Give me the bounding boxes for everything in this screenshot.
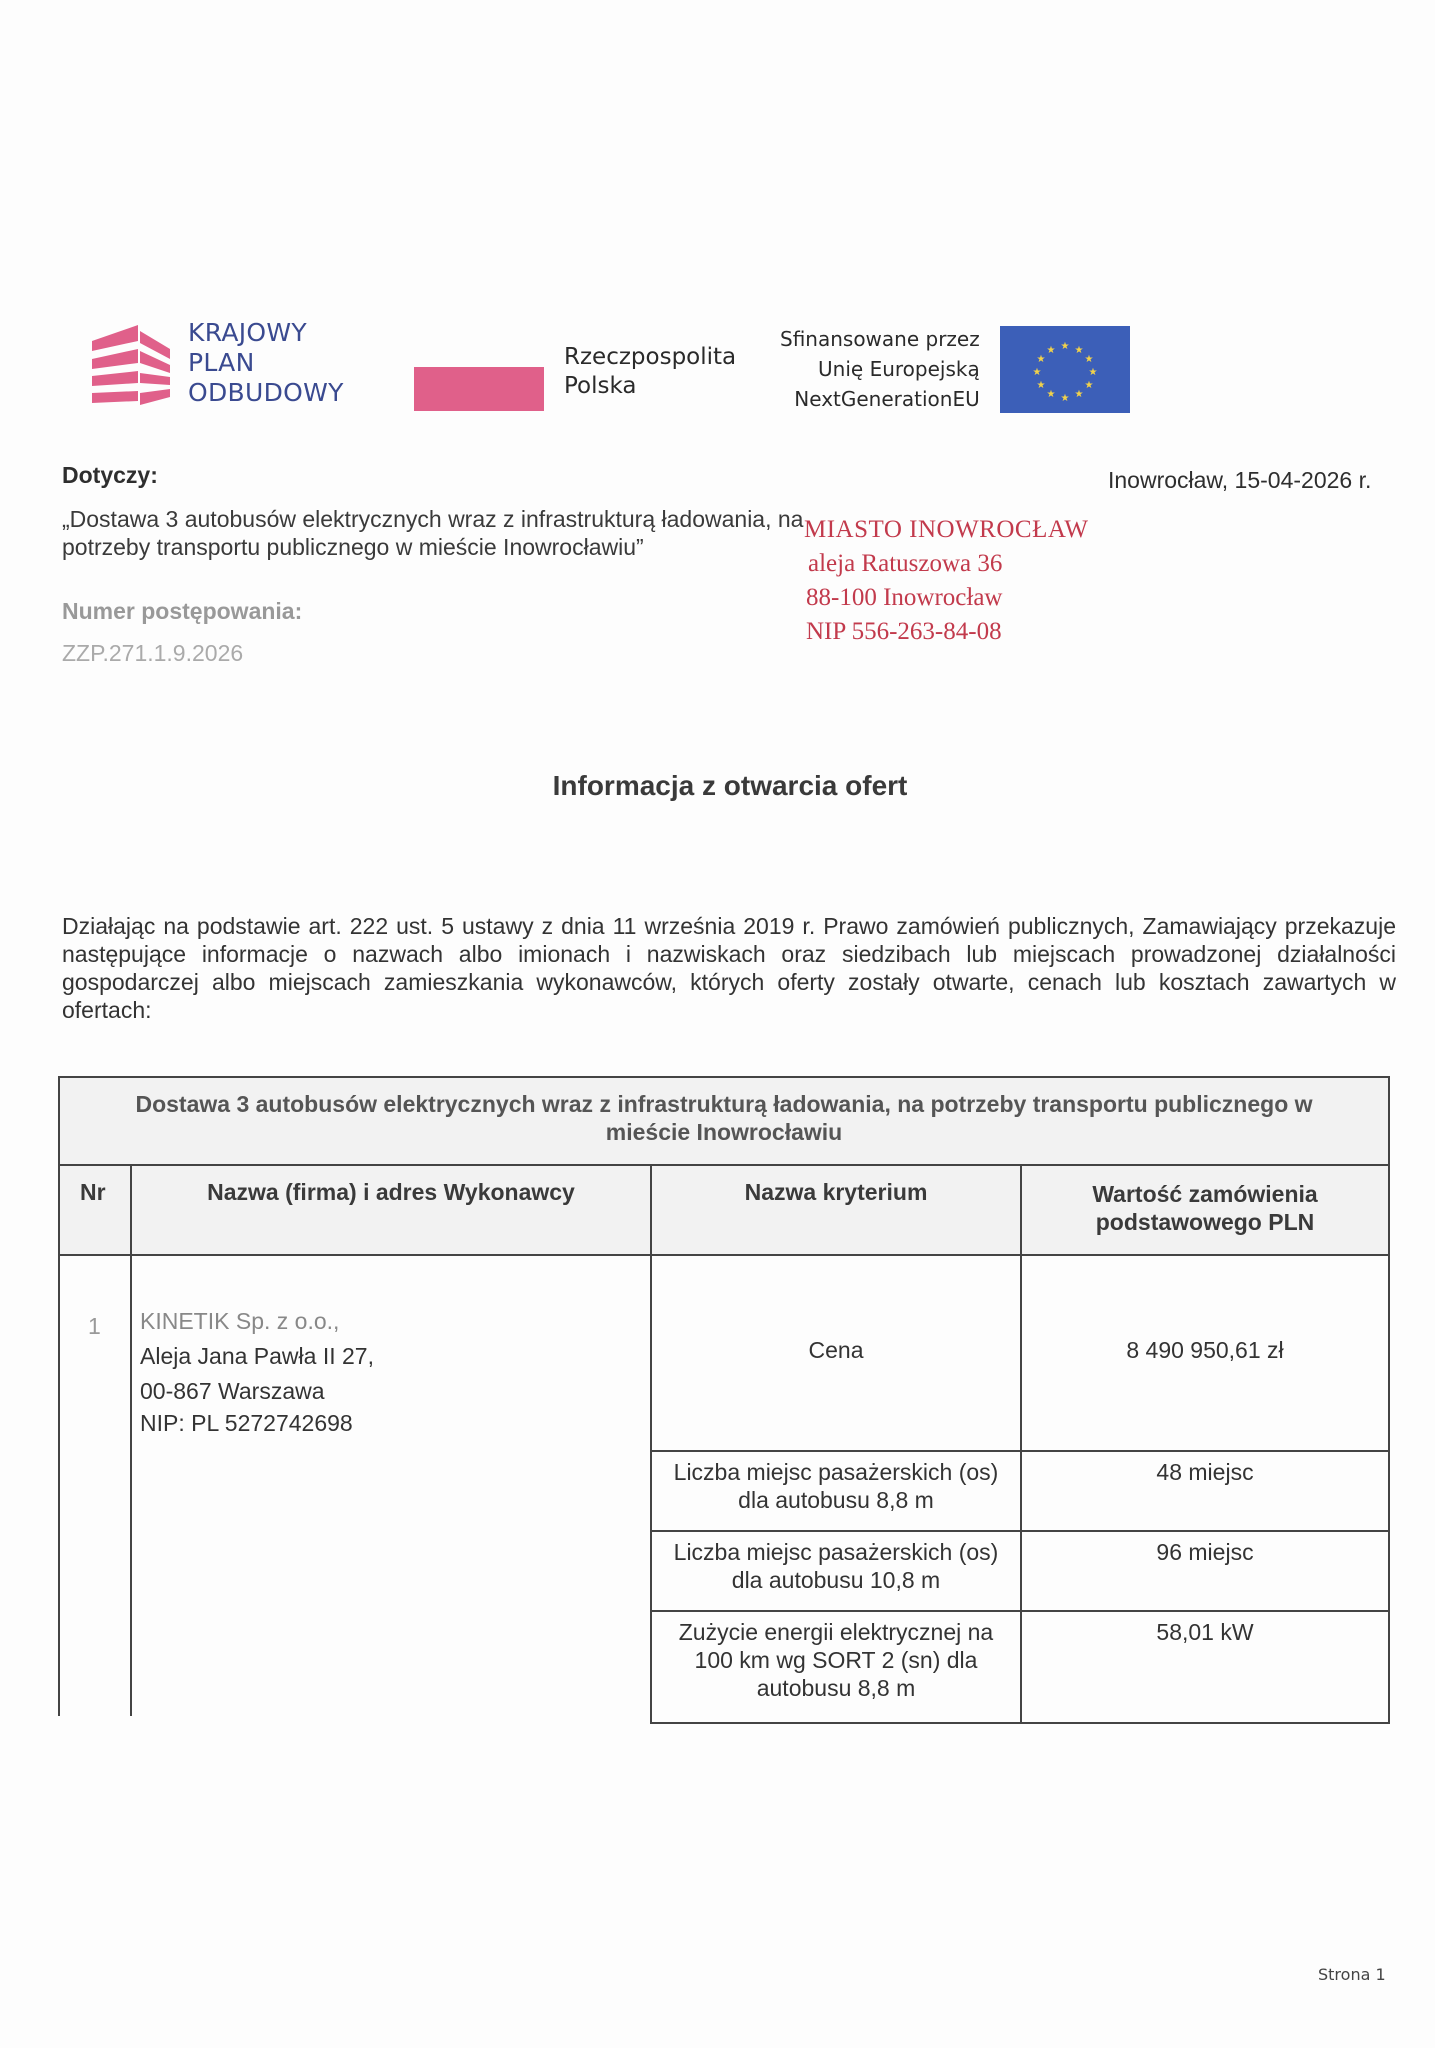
- criterion-name: Cena: [808, 1337, 864, 1363]
- table-caption: [60, 1090, 1388, 1146]
- kpo-line2: PLAN: [188, 348, 255, 377]
- svg-text:★: ★: [1046, 388, 1056, 400]
- kpo-wordmark: [188, 318, 344, 408]
- stamp-line2: aleja Ratuszowa 36: [808, 550, 1003, 577]
- rp-line2: Polska: [564, 373, 637, 399]
- svg-text:★: ★: [1032, 366, 1042, 378]
- contractor-name: KINETIK Sp. z o.o.,: [140, 1308, 340, 1334]
- col-header-nr: Nr: [80, 1179, 106, 1205]
- table-border: [650, 1610, 1390, 1612]
- svg-text:★: ★: [1084, 353, 1094, 365]
- contractor-info: [140, 1304, 374, 1437]
- stamp-line1: MIASTO INOWROCŁAW: [804, 516, 1089, 543]
- row-nr: 1: [88, 1313, 101, 1339]
- svg-text:★: ★: [1036, 353, 1046, 365]
- col-header-contractor: Nazwa (firma) i adres Wykonawcy: [207, 1179, 575, 1205]
- rp-logo: [414, 333, 736, 411]
- svg-text:★: ★: [1084, 379, 1094, 391]
- criterion-name-line: dla autobusu 8,8 m: [738, 1487, 934, 1513]
- eu-line2: Unię Europejską: [818, 357, 980, 381]
- table-border: [58, 1076, 60, 1716]
- stamp-line4: NIP 556-263-84-08: [806, 618, 1002, 645]
- eu-line1: Sfinansowane przez: [780, 327, 980, 351]
- subject-line2: potrzeby transportu publicznego w mieście Inowrocławiu”: [62, 534, 644, 560]
- case-number: ZZP.271.1.9.2026: [62, 640, 244, 666]
- case-number-label: Numer postępowania:: [62, 598, 303, 624]
- kpo-logo: [90, 318, 344, 408]
- criterion-value: 8 490 950,61 zł: [1126, 1337, 1284, 1363]
- svg-text:★: ★: [1088, 366, 1098, 378]
- value-header-line2: podstawowego PLN: [1095, 1209, 1315, 1235]
- subject-label: Dotyczy:: [62, 462, 158, 488]
- building-stripes-icon: [90, 319, 172, 407]
- rp-wordmark: [564, 343, 736, 401]
- svg-text:★: ★: [1036, 379, 1046, 391]
- page-title: Informacja z otwarcia ofert: [552, 770, 908, 801]
- table-border: [650, 1722, 1390, 1724]
- svg-text:★: ★: [1060, 392, 1070, 404]
- eu-line3: NextGenerationEU: [794, 387, 980, 411]
- subject-line1: „Dostawa 3 autobusów elektrycznych wraz z infrastrukturą ładowania, na: [62, 506, 804, 532]
- table-border: [1388, 1076, 1390, 1724]
- caption-line1: Dostawa 3 autobusów elektrycznych wraz z infrastrukturą ładowania, na potrzeby transportu publicznego w: [135, 1091, 1313, 1117]
- eu-logo: [780, 324, 1130, 414]
- official-stamp: [806, 513, 1089, 649]
- criterion-name: [652, 1618, 1020, 1702]
- stamp-line3: 88-100 Inowrocław: [806, 584, 1003, 611]
- page-number: Strona 1: [1318, 1965, 1386, 1984]
- polish-flag-icon: [414, 367, 544, 411]
- col-header-criterion: Nazwa kryterium: [744, 1179, 928, 1205]
- criterion-name-line: dla autobusu 10,8 m: [731, 1567, 941, 1593]
- caption-line2: mieście Inowrocławiu: [605, 1119, 843, 1145]
- criterion-name-line: Liczba miejsc pasażerskich (os): [673, 1539, 999, 1565]
- kpo-line3: ODBUDOWY: [188, 378, 344, 407]
- contractor-nip: NIP: PL 5272742698: [140, 1410, 353, 1436]
- criterion-value: 58,01 kW: [1156, 1619, 1254, 1645]
- criterion-value: 96 miejsc: [1156, 1539, 1254, 1565]
- table-border: [58, 1254, 1390, 1256]
- criterion-name-line: Zużycie energii elektrycznej na: [678, 1619, 994, 1645]
- rp-line1: Rzeczpospolita: [564, 344, 737, 370]
- table-border: [650, 1450, 1390, 1452]
- svg-text:★: ★: [1060, 340, 1070, 352]
- contractor-city: 00-867 Warszawa: [140, 1378, 325, 1404]
- svg-text:★: ★: [1074, 344, 1084, 356]
- criterion-value: 48 miejsc: [1156, 1459, 1254, 1485]
- criterion-name: [652, 1458, 1020, 1514]
- col-header-value: [1022, 1180, 1388, 1236]
- place-date: Inowrocław, 15-04-2026 r.: [1108, 467, 1372, 493]
- eu-flag-icon: [1000, 326, 1130, 413]
- value-header-line1: Wartość zamówienia: [1092, 1181, 1318, 1207]
- svg-text:★: ★: [1046, 344, 1056, 356]
- table-border: [130, 1164, 132, 1716]
- criterion-name: [652, 1538, 1020, 1594]
- eu-funding-text: [780, 324, 980, 414]
- svg-text:★: ★: [1074, 388, 1084, 400]
- table-border: [58, 1164, 1390, 1166]
- table-border: [650, 1530, 1390, 1532]
- criterion-name-line: Liczba miejsc pasażerskich (os): [673, 1459, 999, 1485]
- criterion-name-line: autobusu 8,8 m: [756, 1675, 916, 1701]
- intro-paragraph: Działając na podstawie art. 222 ust. 5 ustawy z dnia 11 września 2019 r. Prawo zamówień publicznych, Zamawiający przekazuje następujące informacje o nazwach albo imionach i nazwiskach oraz siedzibach lub miejscach prowadzonej działalności gospodarczej albo miejscach zamieszkania wykonawców, których oferty zostały otwarte, cenach lub kosztach zawartych w ofertach:: [62, 913, 1396, 1023]
- kpo-line1: KRAJOWY: [188, 318, 307, 347]
- table-border: [58, 1076, 1390, 1078]
- criterion-name-line: 100 km wg SORT 2 (sn) dla: [694, 1647, 978, 1673]
- contractor-street: Aleja Jana Pawła II 27,: [140, 1343, 374, 1369]
